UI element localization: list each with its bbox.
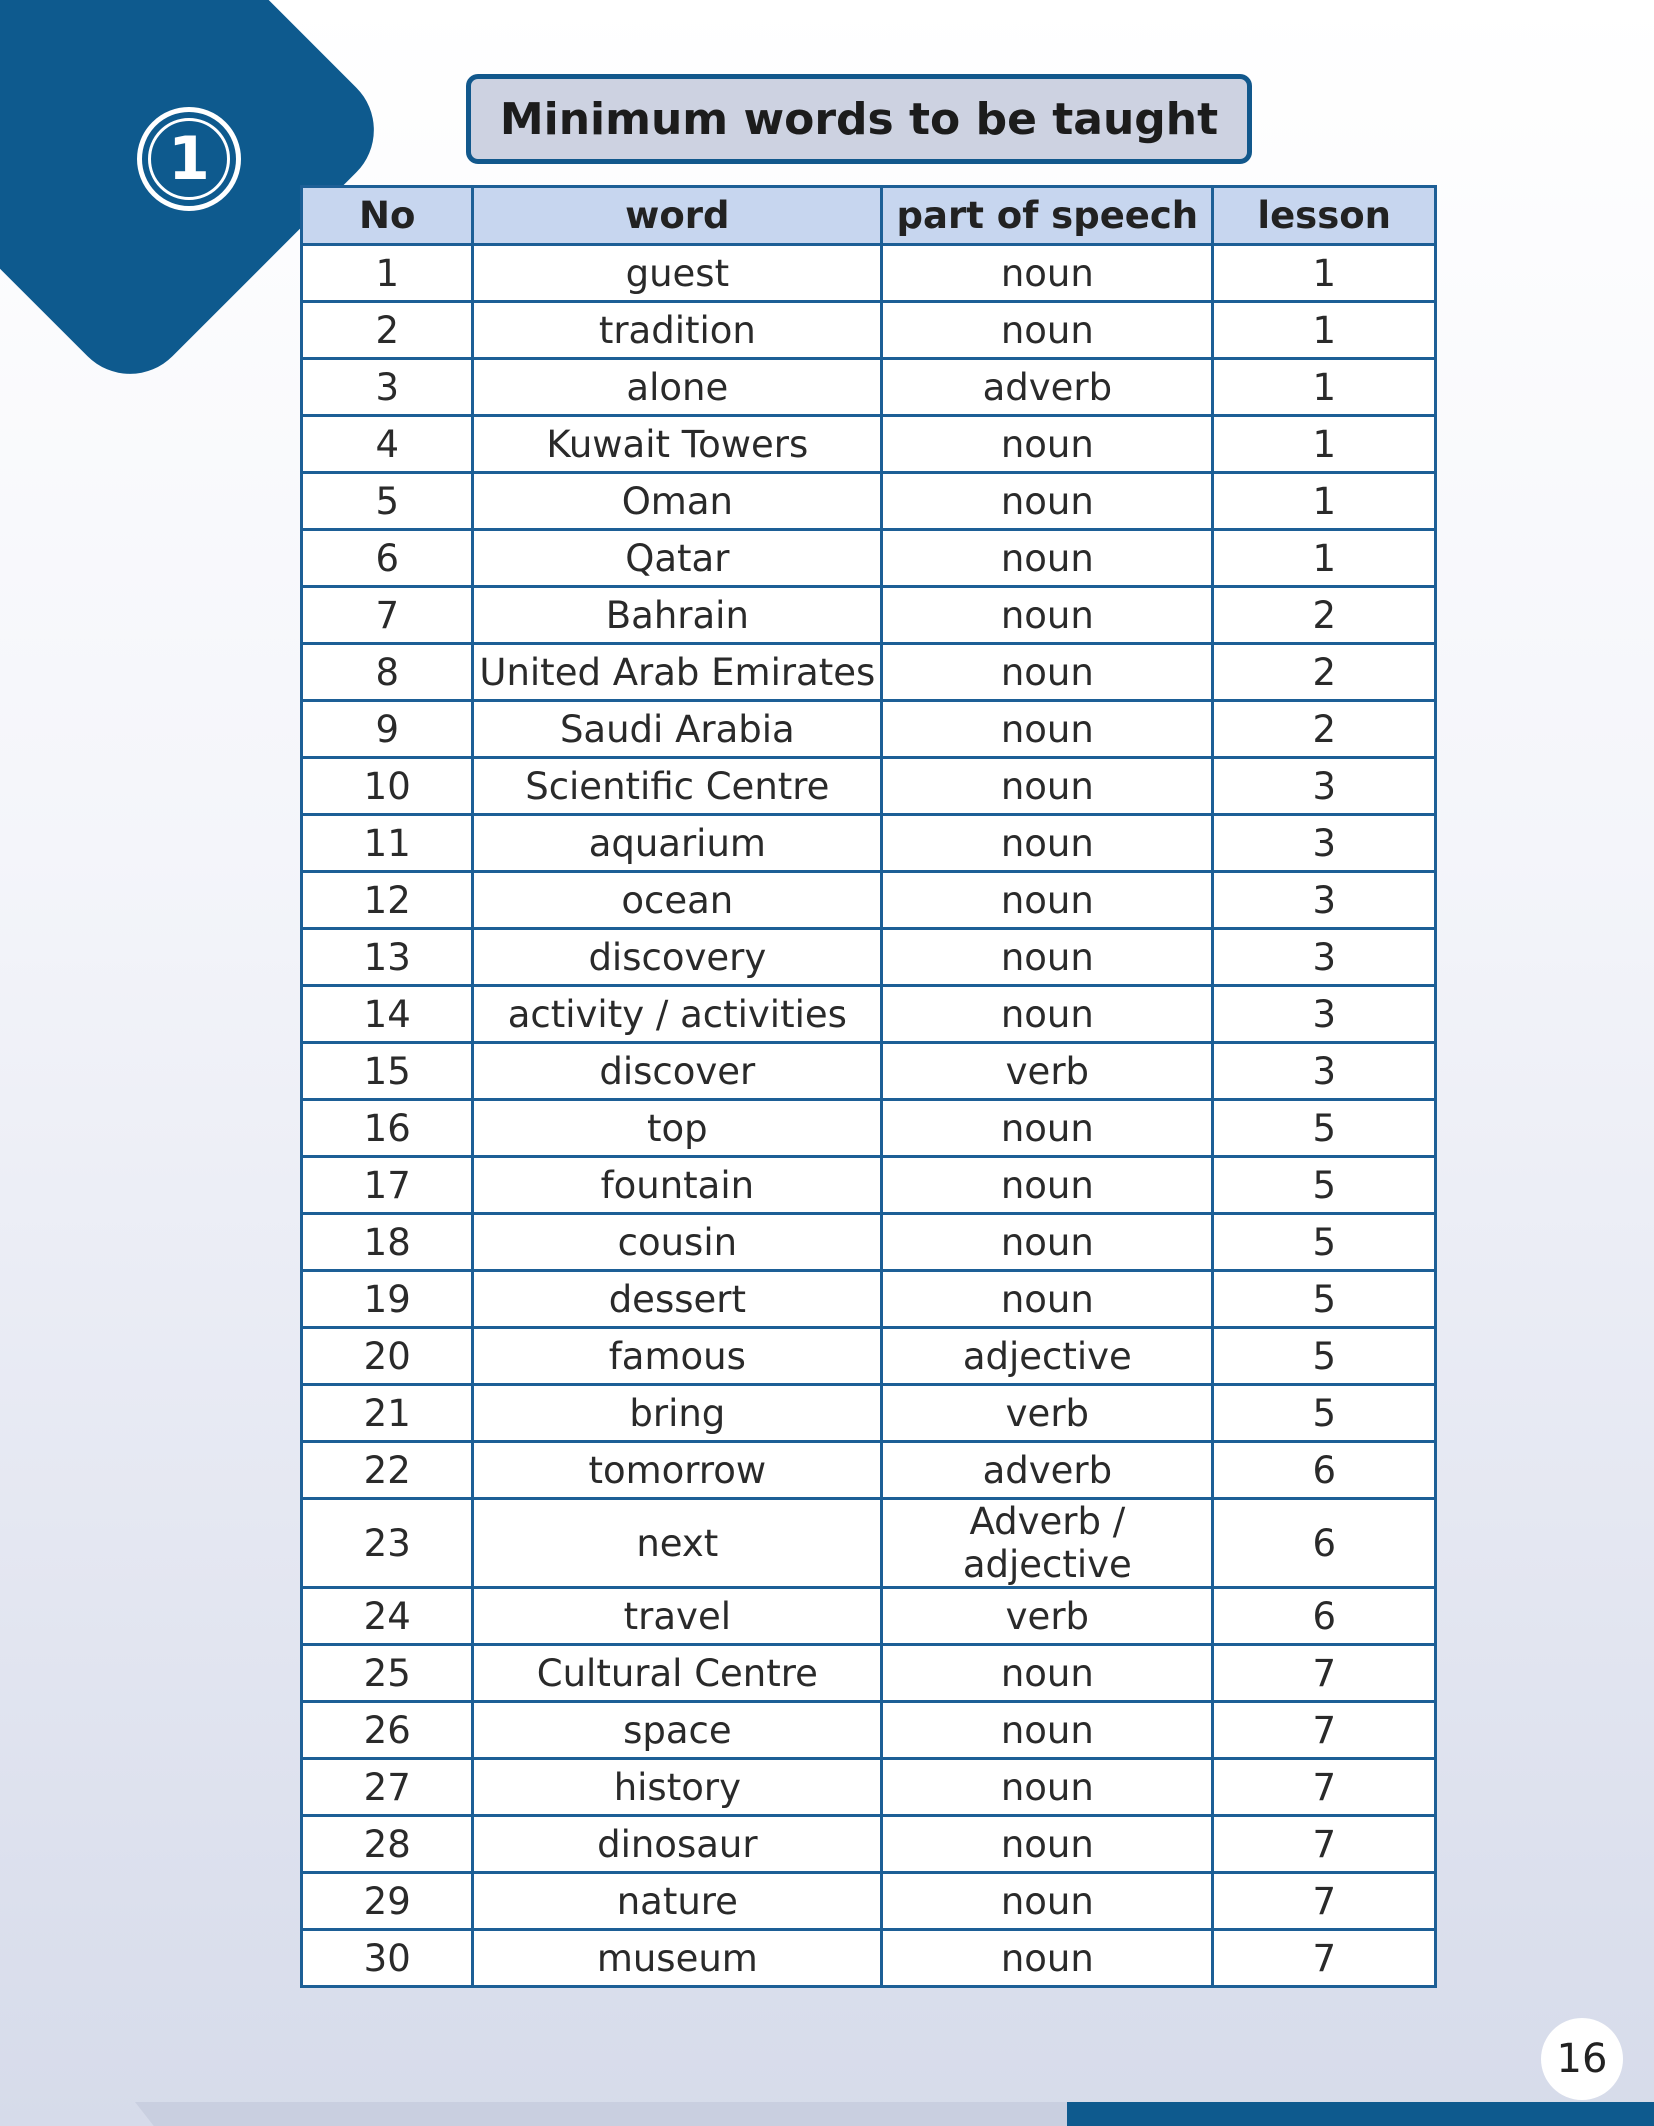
table-row <box>302 245 1436 302</box>
cell-word: fountain <box>473 1157 882 1214</box>
cell-no: 12 <box>302 872 473 929</box>
cell-word: Scientific Centre <box>473 758 882 815</box>
cell-no: 18 <box>302 1214 473 1271</box>
cell-lesson: 3 <box>1213 986 1436 1043</box>
cell-part-of-speech: noun <box>882 1271 1213 1328</box>
cell-no: 15 <box>302 1043 473 1100</box>
table-row <box>302 1645 1436 1702</box>
cell-word: museum <box>473 1930 882 1987</box>
table-row <box>302 1499 1436 1588</box>
cell-no: 14 <box>302 986 473 1043</box>
cell-part-of-speech: noun <box>882 872 1213 929</box>
cell-word: tradition <box>473 302 882 359</box>
cell-lesson: 3 <box>1213 872 1436 929</box>
cell-part-of-speech: noun <box>882 1930 1213 1987</box>
cell-part-of-speech: noun <box>882 245 1213 302</box>
cell-lesson: 2 <box>1213 587 1436 644</box>
cell-no: 21 <box>302 1385 473 1442</box>
table-row <box>302 1385 1436 1442</box>
cell-part-of-speech: noun <box>882 644 1213 701</box>
cell-no: 29 <box>302 1873 473 1930</box>
cell-part-of-speech: adverb <box>882 1442 1213 1499</box>
cell-part-of-speech: noun <box>882 587 1213 644</box>
cell-lesson: 6 <box>1213 1442 1436 1499</box>
header-word: word <box>473 187 882 245</box>
cell-no: 1 <box>302 245 473 302</box>
page-title: Minimum words to be taught <box>466 74 1252 164</box>
cell-part-of-speech: noun <box>882 1816 1213 1873</box>
cell-word: Saudi Arabia <box>473 701 882 758</box>
table-row <box>302 1271 1436 1328</box>
cell-no: 11 <box>302 815 473 872</box>
cell-lesson: 7 <box>1213 1816 1436 1873</box>
cell-part-of-speech: adverb <box>882 359 1213 416</box>
cell-word: guest <box>473 245 882 302</box>
cell-part-of-speech: noun <box>882 1214 1213 1271</box>
cell-no: 3 <box>302 359 473 416</box>
cell-word: discovery <box>473 929 882 986</box>
cell-word: dessert <box>473 1271 882 1328</box>
footer-bar-light <box>135 2102 1075 2126</box>
cell-no: 20 <box>302 1328 473 1385</box>
unit-number: 1 <box>148 118 230 200</box>
cell-word: aquarium <box>473 815 882 872</box>
cell-word: space <box>473 1702 882 1759</box>
cell-no: 7 <box>302 587 473 644</box>
table-row <box>302 1930 1436 1987</box>
cell-lesson: 1 <box>1213 416 1436 473</box>
cell-word: next <box>473 1499 882 1588</box>
table-row <box>302 1442 1436 1499</box>
table-row <box>302 872 1436 929</box>
cell-part-of-speech: noun <box>882 815 1213 872</box>
cell-part-of-speech: verb <box>882 1043 1213 1100</box>
cell-part-of-speech: noun <box>882 416 1213 473</box>
table-row <box>302 986 1436 1043</box>
table-row <box>302 1816 1436 1873</box>
cell-part-of-speech: noun <box>882 1645 1213 1702</box>
cell-word: cousin <box>473 1214 882 1271</box>
cell-lesson: 7 <box>1213 1873 1436 1930</box>
cell-part-of-speech: noun <box>882 929 1213 986</box>
cell-word: history <box>473 1759 882 1816</box>
cell-no: 27 <box>302 1759 473 1816</box>
table-row <box>302 758 1436 815</box>
cell-word: nature <box>473 1873 882 1930</box>
cell-word: Cultural Centre <box>473 1645 882 1702</box>
cell-no: 23 <box>302 1499 473 1588</box>
word-table <box>300 185 1437 1988</box>
table-row <box>302 701 1436 758</box>
cell-word: Bahrain <box>473 587 882 644</box>
cell-lesson: 3 <box>1213 758 1436 815</box>
table-row <box>302 1328 1436 1385</box>
cell-no: 25 <box>302 1645 473 1702</box>
cell-no: 17 <box>302 1157 473 1214</box>
cell-no: 16 <box>302 1100 473 1157</box>
cell-no: 8 <box>302 644 473 701</box>
cell-lesson: 1 <box>1213 245 1436 302</box>
table-row <box>302 1588 1436 1645</box>
cell-no: 26 <box>302 1702 473 1759</box>
cell-lesson: 6 <box>1213 1499 1436 1588</box>
unit-badge <box>137 107 241 211</box>
table-row <box>302 815 1436 872</box>
cell-part-of-speech: noun <box>882 986 1213 1043</box>
cell-lesson: 2 <box>1213 644 1436 701</box>
cell-lesson: 1 <box>1213 530 1436 587</box>
cell-lesson: 3 <box>1213 815 1436 872</box>
cell-no: 22 <box>302 1442 473 1499</box>
cell-no: 2 <box>302 302 473 359</box>
cell-no: 6 <box>302 530 473 587</box>
cell-no: 24 <box>302 1588 473 1645</box>
cell-word: Kuwait Towers <box>473 416 882 473</box>
cell-part-of-speech: verb <box>882 1385 1213 1442</box>
cell-part-of-speech: noun <box>882 1759 1213 1816</box>
table-row <box>302 1702 1436 1759</box>
cell-part-of-speech: noun <box>882 701 1213 758</box>
cell-word: activity / activities <box>473 986 882 1043</box>
table-body <box>302 245 1436 1987</box>
table-row <box>302 359 1436 416</box>
table-row <box>302 530 1436 587</box>
cell-lesson: 5 <box>1213 1214 1436 1271</box>
cell-no: 10 <box>302 758 473 815</box>
table-row <box>302 473 1436 530</box>
cell-lesson: 1 <box>1213 302 1436 359</box>
cell-lesson: 7 <box>1213 1702 1436 1759</box>
table-row <box>302 929 1436 986</box>
cell-part-of-speech: noun <box>882 1873 1213 1930</box>
cell-part-of-speech: noun <box>882 530 1213 587</box>
cell-no: 28 <box>302 1816 473 1873</box>
cell-word: discover <box>473 1043 882 1100</box>
cell-word: famous <box>473 1328 882 1385</box>
header-no: No <box>302 187 473 245</box>
cell-part-of-speech: noun <box>882 758 1213 815</box>
cell-word: alone <box>473 359 882 416</box>
page-number: 16 <box>1541 2018 1623 2100</box>
cell-lesson: 7 <box>1213 1930 1436 1987</box>
cell-lesson: 3 <box>1213 929 1436 986</box>
cell-no: 30 <box>302 1930 473 1987</box>
footer-bar-dark <box>1067 2102 1654 2126</box>
table-row <box>302 1043 1436 1100</box>
cell-part-of-speech: noun <box>882 1702 1213 1759</box>
table-row <box>302 587 1436 644</box>
cell-lesson: 5 <box>1213 1385 1436 1442</box>
cell-word: United Arab Emirates <box>473 644 882 701</box>
cell-part-of-speech: noun <box>882 302 1213 359</box>
header-part-of-speech: part of speech <box>882 187 1213 245</box>
cell-lesson: 7 <box>1213 1645 1436 1702</box>
header-lesson: lesson <box>1213 187 1436 245</box>
cell-part-of-speech: noun <box>882 1157 1213 1214</box>
table-row <box>302 416 1436 473</box>
cell-no: 4 <box>302 416 473 473</box>
cell-lesson: 5 <box>1213 1328 1436 1385</box>
cell-lesson: 5 <box>1213 1100 1436 1157</box>
table-row <box>302 1873 1436 1930</box>
cell-lesson: 2 <box>1213 701 1436 758</box>
cell-part-of-speech: adjective <box>882 1328 1213 1385</box>
table-row <box>302 1214 1436 1271</box>
table-header-row <box>302 187 1436 245</box>
cell-part-of-speech: noun <box>882 473 1213 530</box>
cell-lesson: 6 <box>1213 1588 1436 1645</box>
cell-part-of-speech: verb <box>882 1588 1213 1645</box>
cell-word: Qatar <box>473 530 882 587</box>
table-row <box>302 644 1436 701</box>
cell-word: ocean <box>473 872 882 929</box>
cell-word: top <box>473 1100 882 1157</box>
cell-word: Oman <box>473 473 882 530</box>
cell-lesson: 1 <box>1213 359 1436 416</box>
cell-lesson: 1 <box>1213 473 1436 530</box>
cell-part-of-speech: noun <box>882 1100 1213 1157</box>
cell-lesson: 5 <box>1213 1157 1436 1214</box>
table-row <box>302 302 1436 359</box>
cell-lesson: 3 <box>1213 1043 1436 1100</box>
cell-lesson: 7 <box>1213 1759 1436 1816</box>
cell-word: dinosaur <box>473 1816 882 1873</box>
table-row <box>302 1157 1436 1214</box>
cell-no: 5 <box>302 473 473 530</box>
table-row <box>302 1100 1436 1157</box>
cell-part-of-speech: Adverb / adjective <box>882 1499 1213 1588</box>
cell-no: 19 <box>302 1271 473 1328</box>
cell-word: bring <box>473 1385 882 1442</box>
table-row <box>302 1759 1436 1816</box>
cell-word: travel <box>473 1588 882 1645</box>
cell-no: 9 <box>302 701 473 758</box>
cell-word: tomorrow <box>473 1442 882 1499</box>
cell-lesson: 5 <box>1213 1271 1436 1328</box>
cell-no: 13 <box>302 929 473 986</box>
